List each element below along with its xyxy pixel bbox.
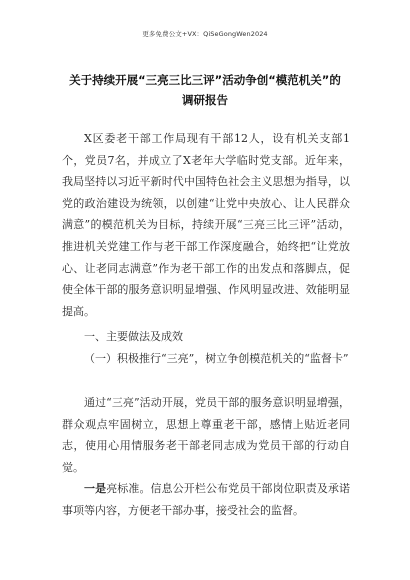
point-lead: 一是 (84, 482, 107, 495)
subsection-heading: （一）积极推行“三亮”，树立争创模范机关的“监督卡” (84, 352, 349, 365)
body-paragraph-point-one (62, 478, 350, 521)
document-title (40, 70, 370, 110)
title-line-2: 调研报告 (182, 93, 228, 107)
header-note: 更多免费公文+VX：QiSeGongWen2024 (142, 30, 268, 38)
point-text: 亮标准。信息公开栏公布党员干部岗位职责及承诺事项等内容，方便老干部办事，接受社会的监督。 (62, 482, 351, 517)
intro-paragraph: X区委老干部工作局现有干部12人，设有机关支部1个，党员7名，并成立了X老年大学临时党支部。近年来，我局坚持以习近平新时代中国特色社会主义思想为指导，以党的政治建设为统领，以创建“让党中央放心、让人民群众满意”的模范机关为目标，持续开展“三亮三比三评”活动，推进机关党建工作与老干部工作深度融合，始终把“让党放心、让老同志满意”作为老干部工作的出发点和落脚点，促使全体干部的服务意识明显增强、作风明显改进、效能明显提高。 (62, 132, 350, 318)
section-heading: 一、主要做法及成效 (84, 330, 183, 343)
title-line-1: 关于持续开展“三亮三比三评”活动争创“模范机关”的 (69, 73, 341, 87)
body-paragraph: 通过“三亮”活动开展，党员干部的服务意识明显增强，群众观点牢固树立，思想上尊重老干部，感情上贴近老同志，使用心用情服务老干部老同志成为党员干部的行动自觉。 (62, 396, 350, 474)
